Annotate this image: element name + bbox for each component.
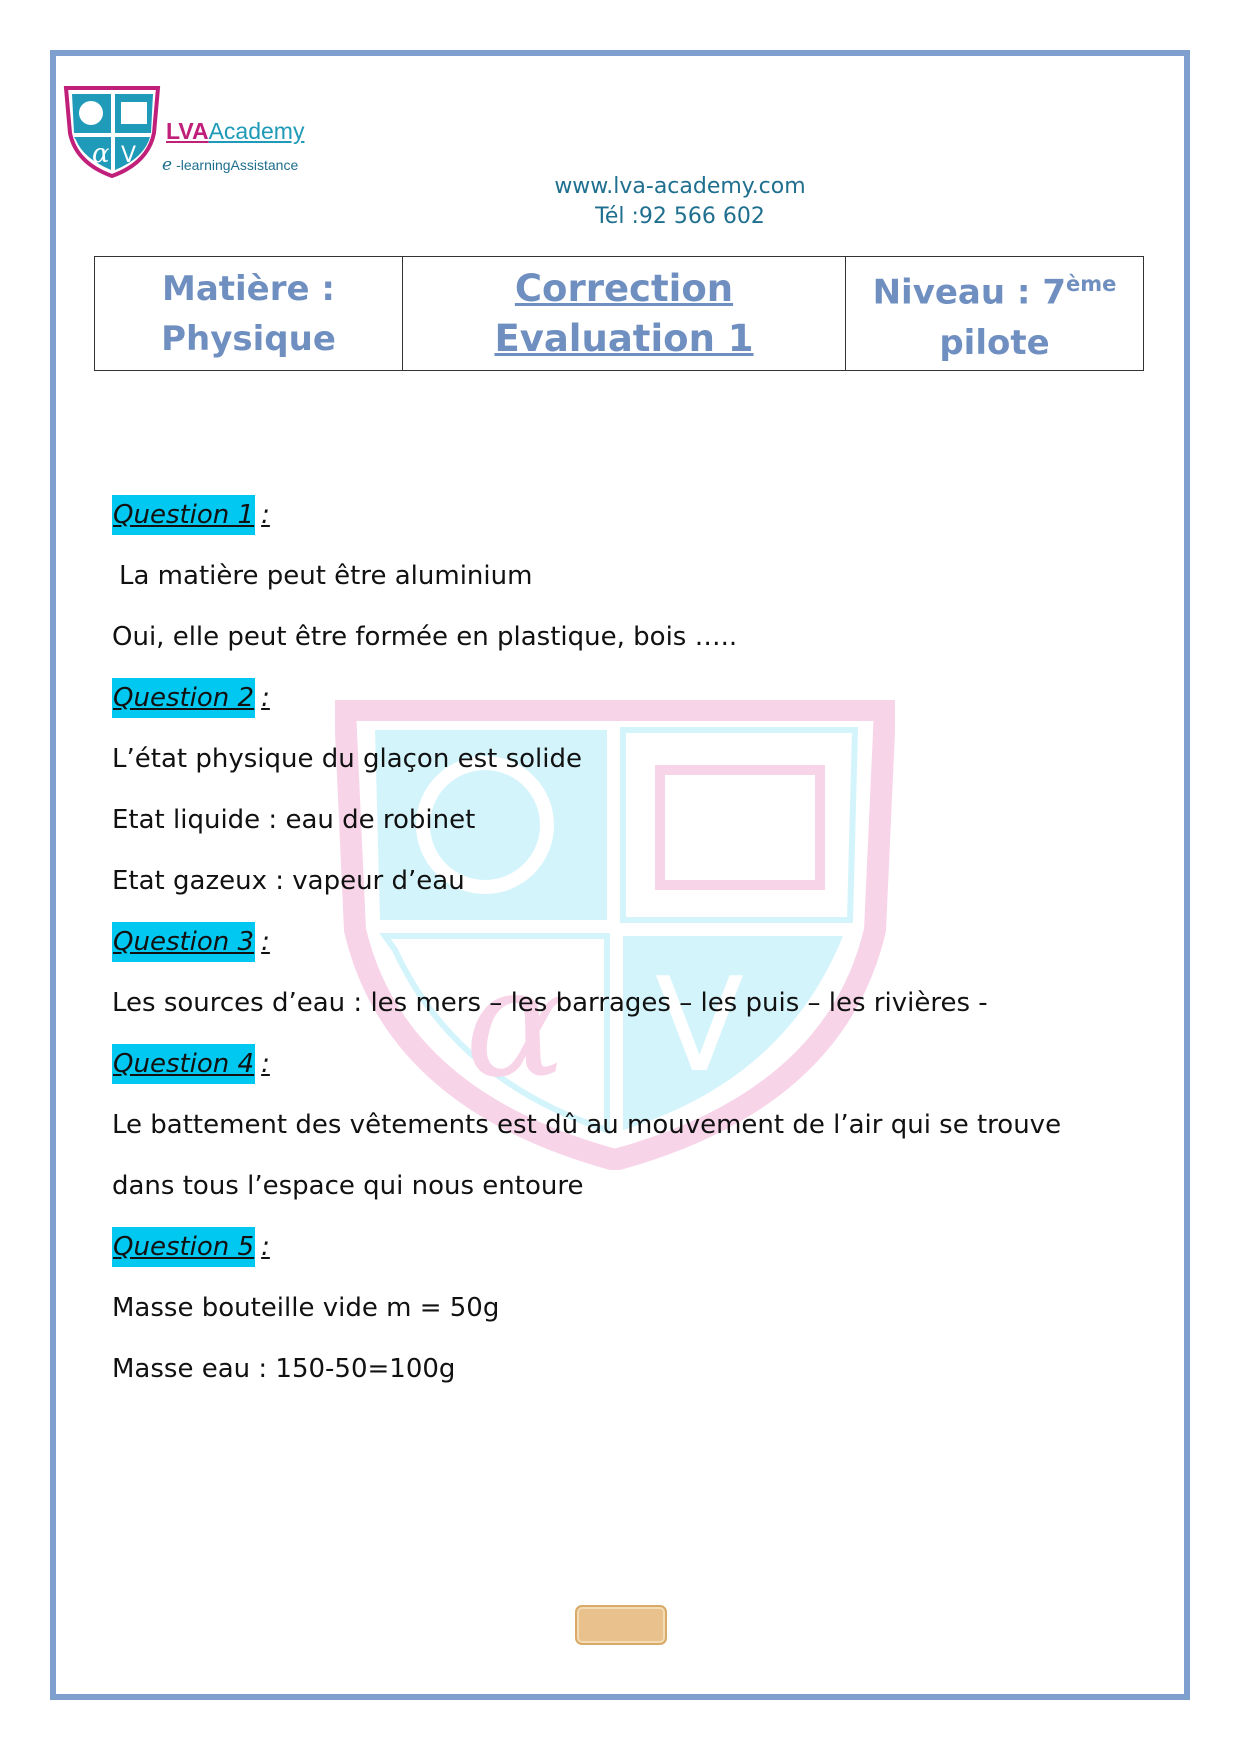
question-colon: : bbox=[261, 1049, 270, 1079]
subject-label: Matière : bbox=[161, 268, 335, 309]
brand-prefix: LVA bbox=[166, 118, 209, 144]
title-cell bbox=[403, 257, 846, 371]
question-label: Question 1 bbox=[112, 495, 255, 535]
question-label: Question 3 bbox=[112, 922, 255, 962]
subject-cell bbox=[95, 257, 403, 371]
question-3-heading bbox=[112, 912, 1112, 973]
brand-tagline bbox=[162, 155, 298, 175]
question-colon: : bbox=[261, 500, 270, 530]
question-4-heading bbox=[112, 1034, 1112, 1095]
website-text: www.lva-academy.com bbox=[554, 174, 806, 199]
question-2-heading bbox=[112, 668, 1112, 729]
level-sup: ème bbox=[1066, 272, 1117, 297]
question-1-heading bbox=[112, 485, 1112, 546]
level-cell bbox=[846, 257, 1144, 371]
question-colon: : bbox=[261, 927, 270, 957]
answer-line: La matière peut être aluminium bbox=[119, 561, 533, 591]
question-label: Question 4 bbox=[112, 1044, 255, 1084]
answer-line: Etat gazeux : vapeur d’eau bbox=[112, 866, 465, 896]
brand-suffix: Academy bbox=[208, 118, 305, 144]
answer-line: Le battement des vêtements est dû au mouvement de l’air qui se trouve bbox=[112, 1110, 1062, 1140]
question-colon: : bbox=[261, 683, 270, 713]
answer-line: Masse eau : 150-50=100g bbox=[112, 1354, 456, 1384]
answer-line: dans tous l’espace qui nous entoure bbox=[112, 1171, 584, 1201]
subject-value: Physique bbox=[161, 318, 336, 359]
title-line2: Evaluation 1 bbox=[494, 316, 754, 360]
answer-line: Etat liquide : eau de robinet bbox=[112, 805, 476, 835]
answer-line: Masse bouteille vide m = 50g bbox=[112, 1293, 500, 1323]
answers-content bbox=[112, 485, 1112, 1400]
answer-line: Oui, elle peut être formée en plastique, bois ….. bbox=[112, 622, 738, 652]
tagline-e: e bbox=[162, 155, 173, 175]
question-5-heading bbox=[112, 1217, 1112, 1278]
svg-text:α: α bbox=[465, 937, 567, 1111]
answer-line: Les sources d’eau : les mers – les barrages – les puis – les rivières - bbox=[112, 988, 988, 1018]
info-table bbox=[94, 256, 1144, 371]
brand-name bbox=[166, 120, 304, 143]
title-line1: Correction bbox=[514, 266, 734, 310]
level-prefix: Niveau : 7 bbox=[872, 272, 1067, 313]
tagline-text: -learningAssistance bbox=[176, 157, 299, 173]
level-line1 bbox=[847, 259, 1142, 317]
level-line2: pilote bbox=[939, 322, 1050, 363]
svg-text:V: V bbox=[121, 143, 137, 168]
academy-shield-logo-icon bbox=[58, 78, 168, 178]
svg-text:α: α bbox=[92, 139, 110, 169]
question-label: Question 5 bbox=[112, 1227, 255, 1267]
phone-text: Tél :92 566 602 bbox=[595, 204, 765, 229]
answer-line: L’état physique du glaçon est solide bbox=[112, 744, 582, 774]
contact-block bbox=[430, 172, 930, 232]
question-colon: : bbox=[261, 1232, 270, 1262]
question-label: Question 2 bbox=[112, 678, 255, 718]
svg-text:V: V bbox=[655, 949, 744, 1101]
page-number-box bbox=[575, 1605, 667, 1645]
